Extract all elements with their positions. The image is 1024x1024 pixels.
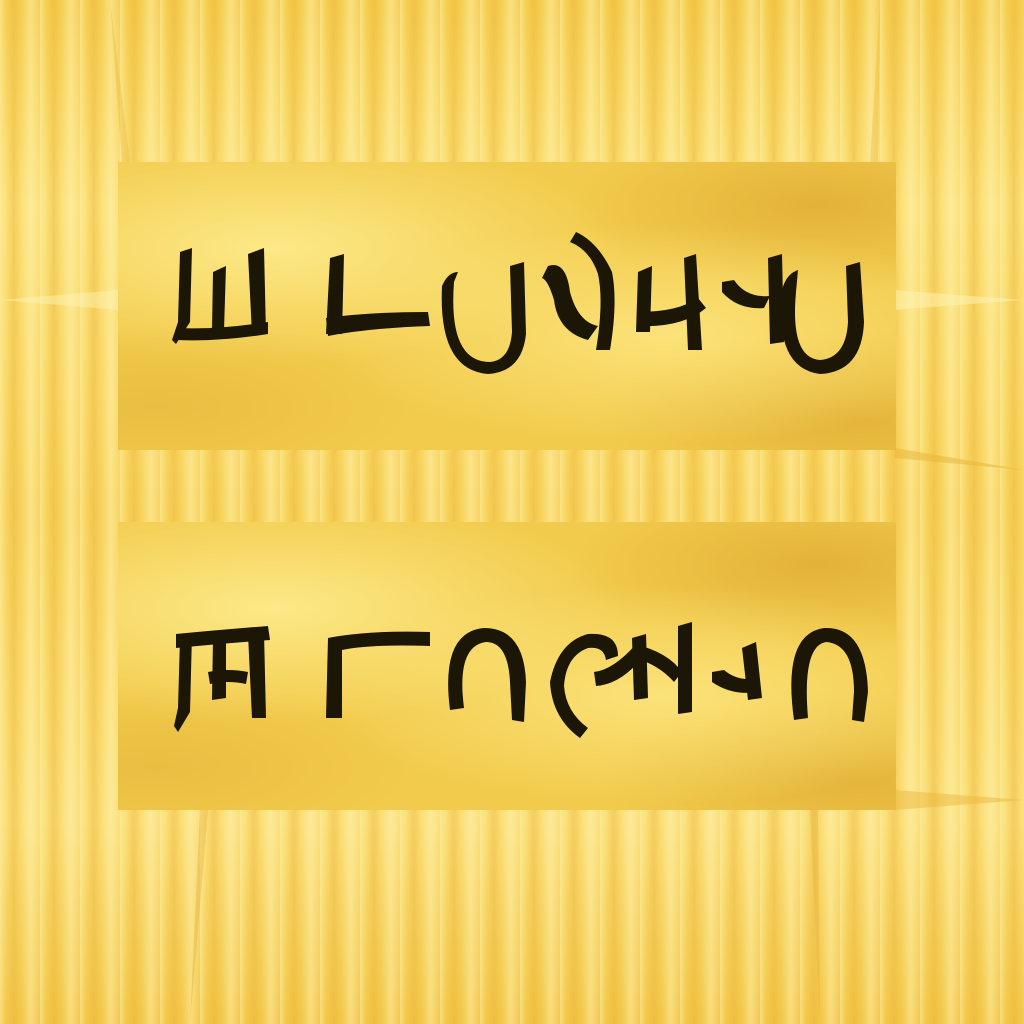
glyph-5 (632, 622, 692, 714)
glyph-2 (326, 254, 430, 336)
lower-parchment-panel (118, 522, 896, 810)
glyph-3 (448, 628, 526, 722)
glyph-3 (442, 262, 526, 374)
glyph-2 (326, 632, 430, 718)
glyph-6 (712, 642, 762, 700)
upper-parchment-panel (118, 162, 896, 450)
glyph-7 (791, 628, 868, 722)
lower-inscription (118, 522, 896, 810)
glyph-1 (172, 248, 268, 344)
glyph-6 (722, 254, 784, 344)
glyph-4 (542, 232, 615, 350)
upper-inscription (118, 162, 896, 450)
glyph-1 (174, 626, 270, 732)
glyph-7 (781, 262, 864, 374)
glyph-5 (636, 254, 706, 350)
